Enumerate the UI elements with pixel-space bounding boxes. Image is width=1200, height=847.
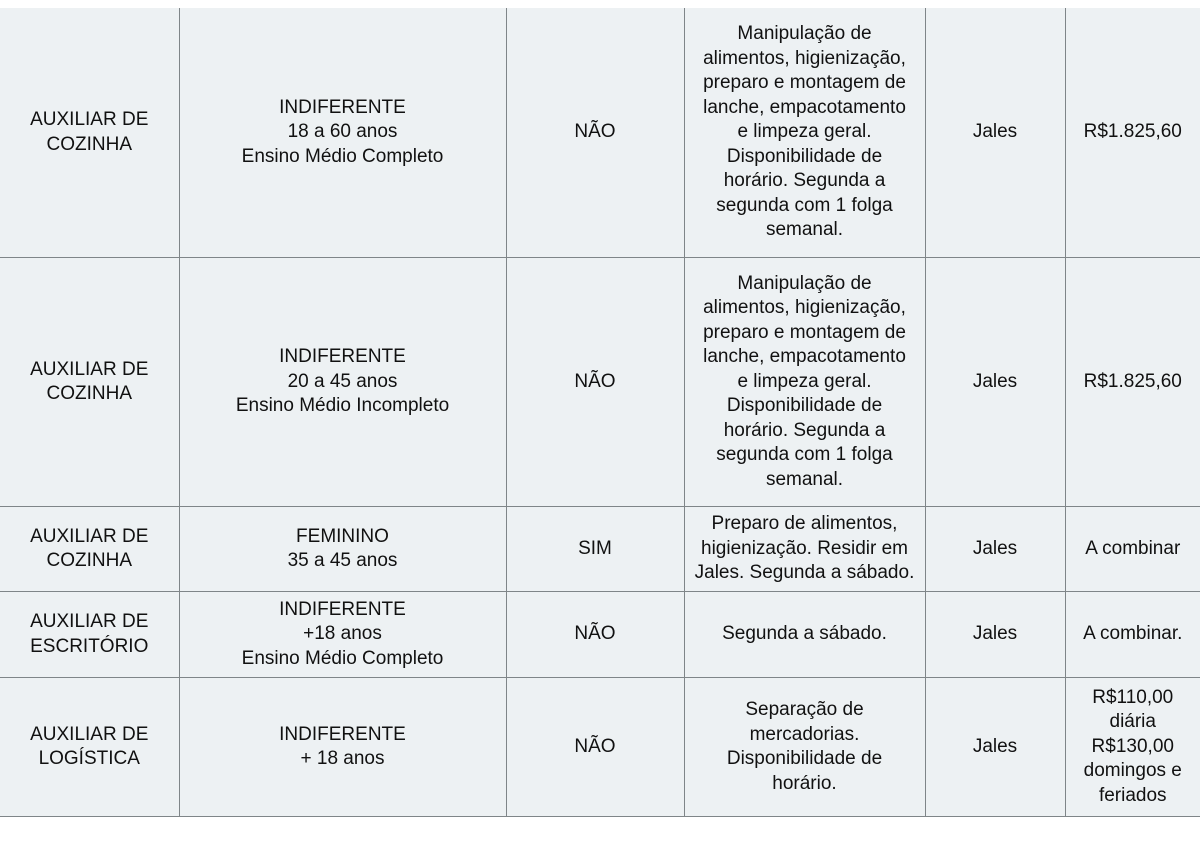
requirements-cell: INDIFERENTE 18 a 60 anos Ensino Médio Completo (179, 8, 506, 258)
description-cell: Segunda a sábado. (684, 592, 925, 678)
city-cell: Jales (925, 592, 1065, 678)
salary-cell: A combinar. (1065, 592, 1200, 678)
job-title-cell: AUXILIAR DE LOGÍSTICA (0, 678, 179, 817)
table-row (0, 507, 1200, 592)
requirements-cell: INDIFERENTE 20 a 45 anos Ensino Médio Incompleto (179, 258, 506, 507)
table-row (0, 592, 1200, 678)
job-title-cell: AUXILIAR DE COZINHA (0, 507, 179, 592)
requirements-cell: INDIFERENTE +18 anos Ensino Médio Completo (179, 592, 506, 678)
city-cell: Jales (925, 507, 1065, 592)
experience-cell: NÃO (506, 592, 684, 678)
city-cell: Jales (925, 258, 1065, 507)
table-row (0, 678, 1200, 817)
job-title-cell: AUXILIAR DE COZINHA (0, 258, 179, 507)
city-cell: Jales (925, 8, 1065, 258)
salary-cell: R$1.825,60 (1065, 8, 1200, 258)
experience-cell: NÃO (506, 258, 684, 507)
description-cell: Manipulação de alimentos, higienização, preparo e montagem de lanche, empacotamento e limpeza geral. Disponibilidade de horário. Segunda a segunda com 1 folga semanal. (684, 8, 925, 258)
salary-cell: A combinar (1065, 507, 1200, 592)
job-listings-table-container (0, 8, 1200, 817)
experience-cell: NÃO (506, 678, 684, 817)
table-row (0, 8, 1200, 258)
description-cell: Separação de mercadorias. Disponibilidade de horário. (684, 678, 925, 817)
table-row (0, 258, 1200, 507)
job-title-cell: AUXILIAR DE ESCRITÓRIO (0, 592, 179, 678)
job-title-cell: AUXILIAR DE COZINHA (0, 8, 179, 258)
experience-cell: SIM (506, 507, 684, 592)
salary-cell: R$110,00 diária R$130,00 domingos e feriados (1065, 678, 1200, 817)
requirements-cell: INDIFERENTE + 18 anos (179, 678, 506, 817)
description-cell: Manipulação de alimentos, higienização, preparo e montagem de lanche, empacotamento e limpeza geral. Disponibilidade de horário. Segunda a segunda com 1 folga semanal. (684, 258, 925, 507)
job-listings-table (0, 8, 1200, 817)
requirements-cell: FEMININO 35 a 45 anos (179, 507, 506, 592)
city-cell: Jales (925, 678, 1065, 817)
experience-cell: NÃO (506, 8, 684, 258)
salary-cell: R$1.825,60 (1065, 258, 1200, 507)
description-cell: Preparo de alimentos, higienização. Residir em Jales. Segunda a sábado. (684, 507, 925, 592)
